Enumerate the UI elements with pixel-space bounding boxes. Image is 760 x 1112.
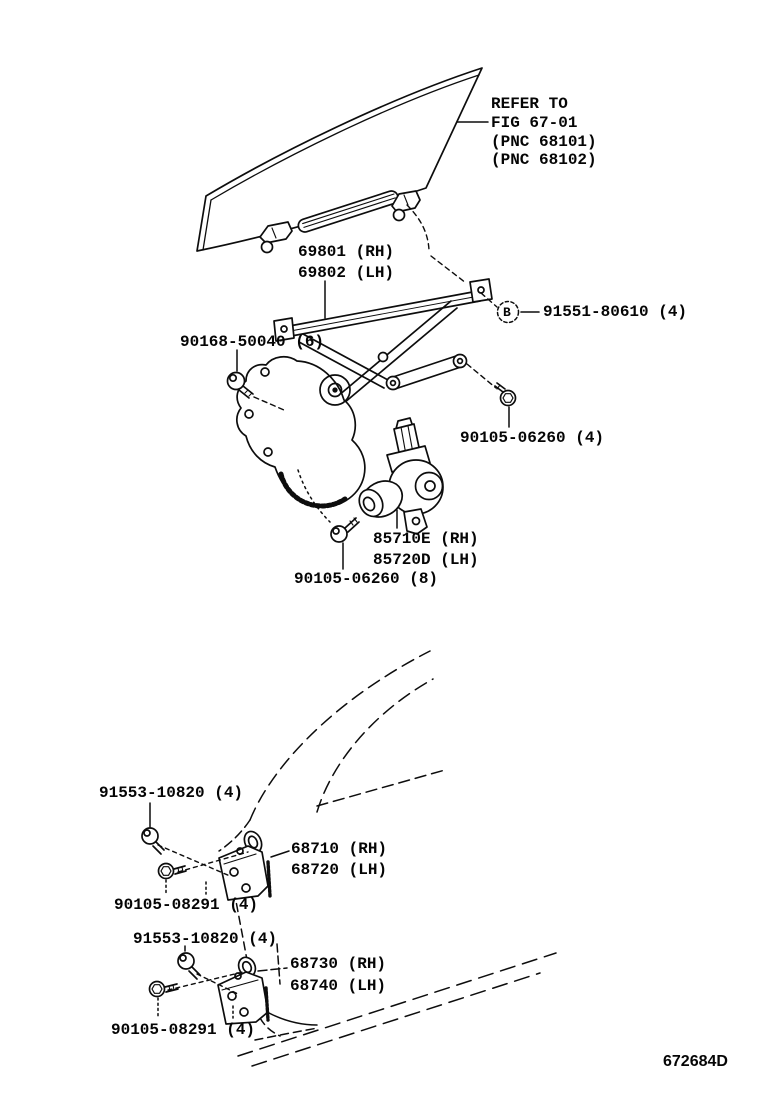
figure-code: 672684D xyxy=(663,1053,728,1070)
label-hinge-upper-lh: 68720 (LH) xyxy=(291,861,388,879)
label-hinge-upper-rh: 68710 (RH) xyxy=(291,840,388,858)
bolt-link-drawing xyxy=(467,364,516,427)
note-pnc-1: (PNC 68101) xyxy=(491,133,597,151)
glass-channel-drawing xyxy=(297,189,400,233)
door-glass-drawing xyxy=(197,68,482,251)
label-glass-lh: 69802 (LH) xyxy=(298,264,395,282)
label-glass-rh: 69801 (RH) xyxy=(298,243,395,261)
glass-clip-left xyxy=(260,222,292,253)
label-screw-regulator: 90168-50040 (6) xyxy=(180,333,325,351)
label-bolt-motor: 90105-06260 (8) xyxy=(294,570,439,588)
label-bolt-lower-hinge: 90105-08291 (4) xyxy=(111,1021,256,1039)
callout-b-letter: B xyxy=(503,305,511,320)
regulator-rail xyxy=(274,279,492,341)
note-fig-number: FIG 67-01 xyxy=(491,114,578,132)
regulator-base-plate xyxy=(237,357,365,507)
body-phantom-lines xyxy=(219,651,556,1066)
label-screw-upper-hinge: 91553-10820 (4) xyxy=(99,784,244,802)
label-screw-lower-hinge: 91553-10820 (4) xyxy=(133,930,278,948)
label-bolt-upper-hinge: 90105-08291 (4) xyxy=(114,896,259,914)
note-refer-to: REFER TO xyxy=(491,95,568,113)
label-bolt-link: 90105-06260 (4) xyxy=(460,429,605,447)
label-screw-b: 91551-80610 (4) xyxy=(543,303,688,321)
regulator-link-arm xyxy=(387,355,467,390)
label-hinge-lower-lh: 68740 (LH) xyxy=(290,977,387,995)
label-motor-rh: 85710E (RH) xyxy=(373,530,479,548)
label-motor-lh: 85720D (LH) xyxy=(373,551,479,569)
note-pnc-2: (PNC 68102) xyxy=(491,151,597,169)
bolt-motor-drawing xyxy=(331,518,359,569)
label-hinge-lower-rh: 68730 (RH) xyxy=(290,955,387,973)
motor-drawing xyxy=(355,418,443,534)
upper-hinge-drawing xyxy=(219,829,289,900)
